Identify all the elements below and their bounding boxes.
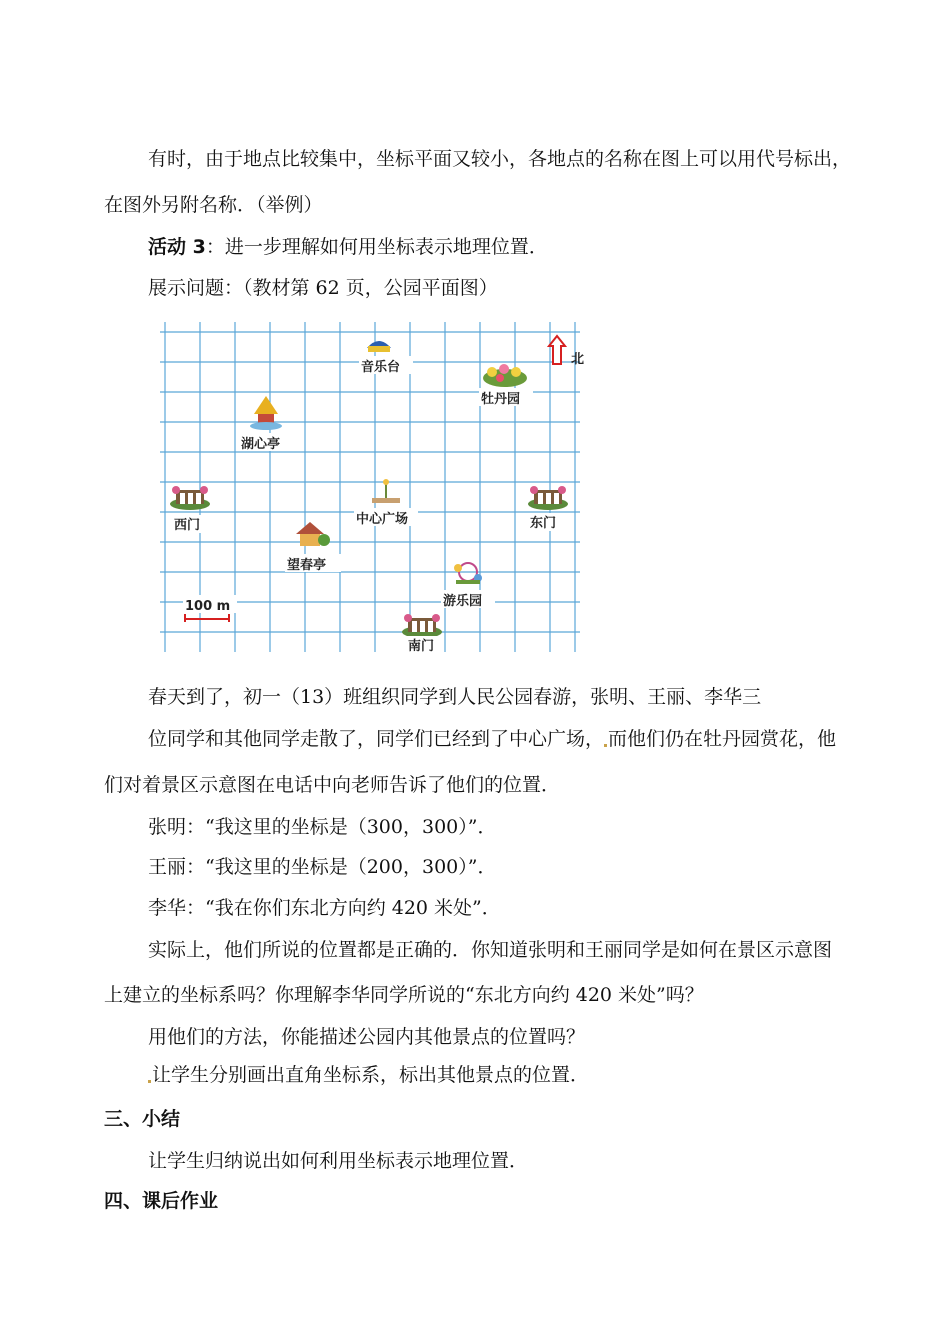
center-square-icon xyxy=(372,479,400,503)
stray-dot xyxy=(604,744,607,747)
show-problem-line: 展示问题：（教材第 62 页，公园平面图） xyxy=(148,277,498,299)
actual-line2: 上建立的坐标系吗？你理解李华同学所说的“东北方向约 420 米处”吗？ xyxy=(104,984,704,1006)
activity-text: ：进一步理解如何用坐标表示地理位置． xyxy=(205,236,548,258)
story-line2 xyxy=(148,727,836,751)
method-line: 用他们的方法，你能描述公园内其他景点的位置吗？ xyxy=(148,1026,586,1048)
story-line2a: 位同学和其他同学走散了，同学们已经到了中心广场， xyxy=(148,728,605,750)
story-line1: 春天到了，初一（13）班组织同学到人民公园春游，张明、王丽、李华三 xyxy=(148,686,762,708)
stray-dot-2 xyxy=(148,1080,151,1083)
homework-heading: 四、课后作业 xyxy=(104,1190,219,1212)
west-gate-icon xyxy=(170,486,210,510)
quote-li: 李华：“我在你们东北方向约 420 米处”． xyxy=(148,897,501,919)
label-music-stage: 音乐台 xyxy=(361,360,401,375)
draw-text: 让学生分别画出直角坐标系，标出其他景点的位置． xyxy=(152,1064,590,1086)
music-stage-icon xyxy=(367,341,391,352)
north-label: 北 xyxy=(571,352,585,367)
scale-label: 100 m xyxy=(185,599,231,614)
label-south-gate: 南门 xyxy=(408,639,435,654)
draw-line xyxy=(148,1063,589,1087)
label-amusement-park: 游乐园 xyxy=(443,594,483,609)
actual-line1: 实际上，他们所说的位置都是正确的．你知道张明和王丽同学是如何在景区示意图 xyxy=(148,939,833,961)
south-gate-icon xyxy=(402,614,442,638)
paragraph-intro-line1: 有时，由于地点比较集中，坐标平面又较小，各地点的名称在图上可以用代号标出， xyxy=(148,148,852,170)
lake-pavilion-icon xyxy=(250,396,282,430)
label-center-square: 中心广场 xyxy=(356,512,409,527)
amusement-park-icon xyxy=(454,563,482,584)
east-gate-icon xyxy=(528,486,568,510)
summary-heading: 三、小结 xyxy=(104,1108,181,1130)
park-map xyxy=(160,322,585,654)
scale-bar xyxy=(185,614,229,622)
quote-zhang: 张明：“我这里的坐标是（300，300）”． xyxy=(148,816,497,838)
story-line3: 们对着景区示意图在电话中向老师告诉了他们的位置． xyxy=(104,774,561,796)
label-lake-pavilion: 湖心亭 xyxy=(241,437,281,452)
north-arrow-icon xyxy=(549,336,565,364)
paragraph-intro-line2: 在图外另附名称．（举例） xyxy=(104,194,323,216)
label-spring-pavilion: 望春亭 xyxy=(287,558,327,573)
label-east-gate: 东门 xyxy=(530,516,557,531)
story-line2b: 而他们仍在牡丹园赏花，他 xyxy=(608,728,837,750)
quote-wang: 王丽：“我这里的坐标是（200，300）”． xyxy=(148,856,497,878)
peony-garden-icon xyxy=(483,364,527,387)
summary-text: 让学生归纳说出如何利用坐标表示地理位置． xyxy=(148,1150,529,1172)
label-west-gate: 西门 xyxy=(174,518,201,533)
label-peony-garden: 牡丹园 xyxy=(481,392,521,407)
activity-line xyxy=(148,235,548,259)
spring-pavilion-icon xyxy=(296,522,330,546)
activity-label: 活动 3 xyxy=(148,236,206,258)
